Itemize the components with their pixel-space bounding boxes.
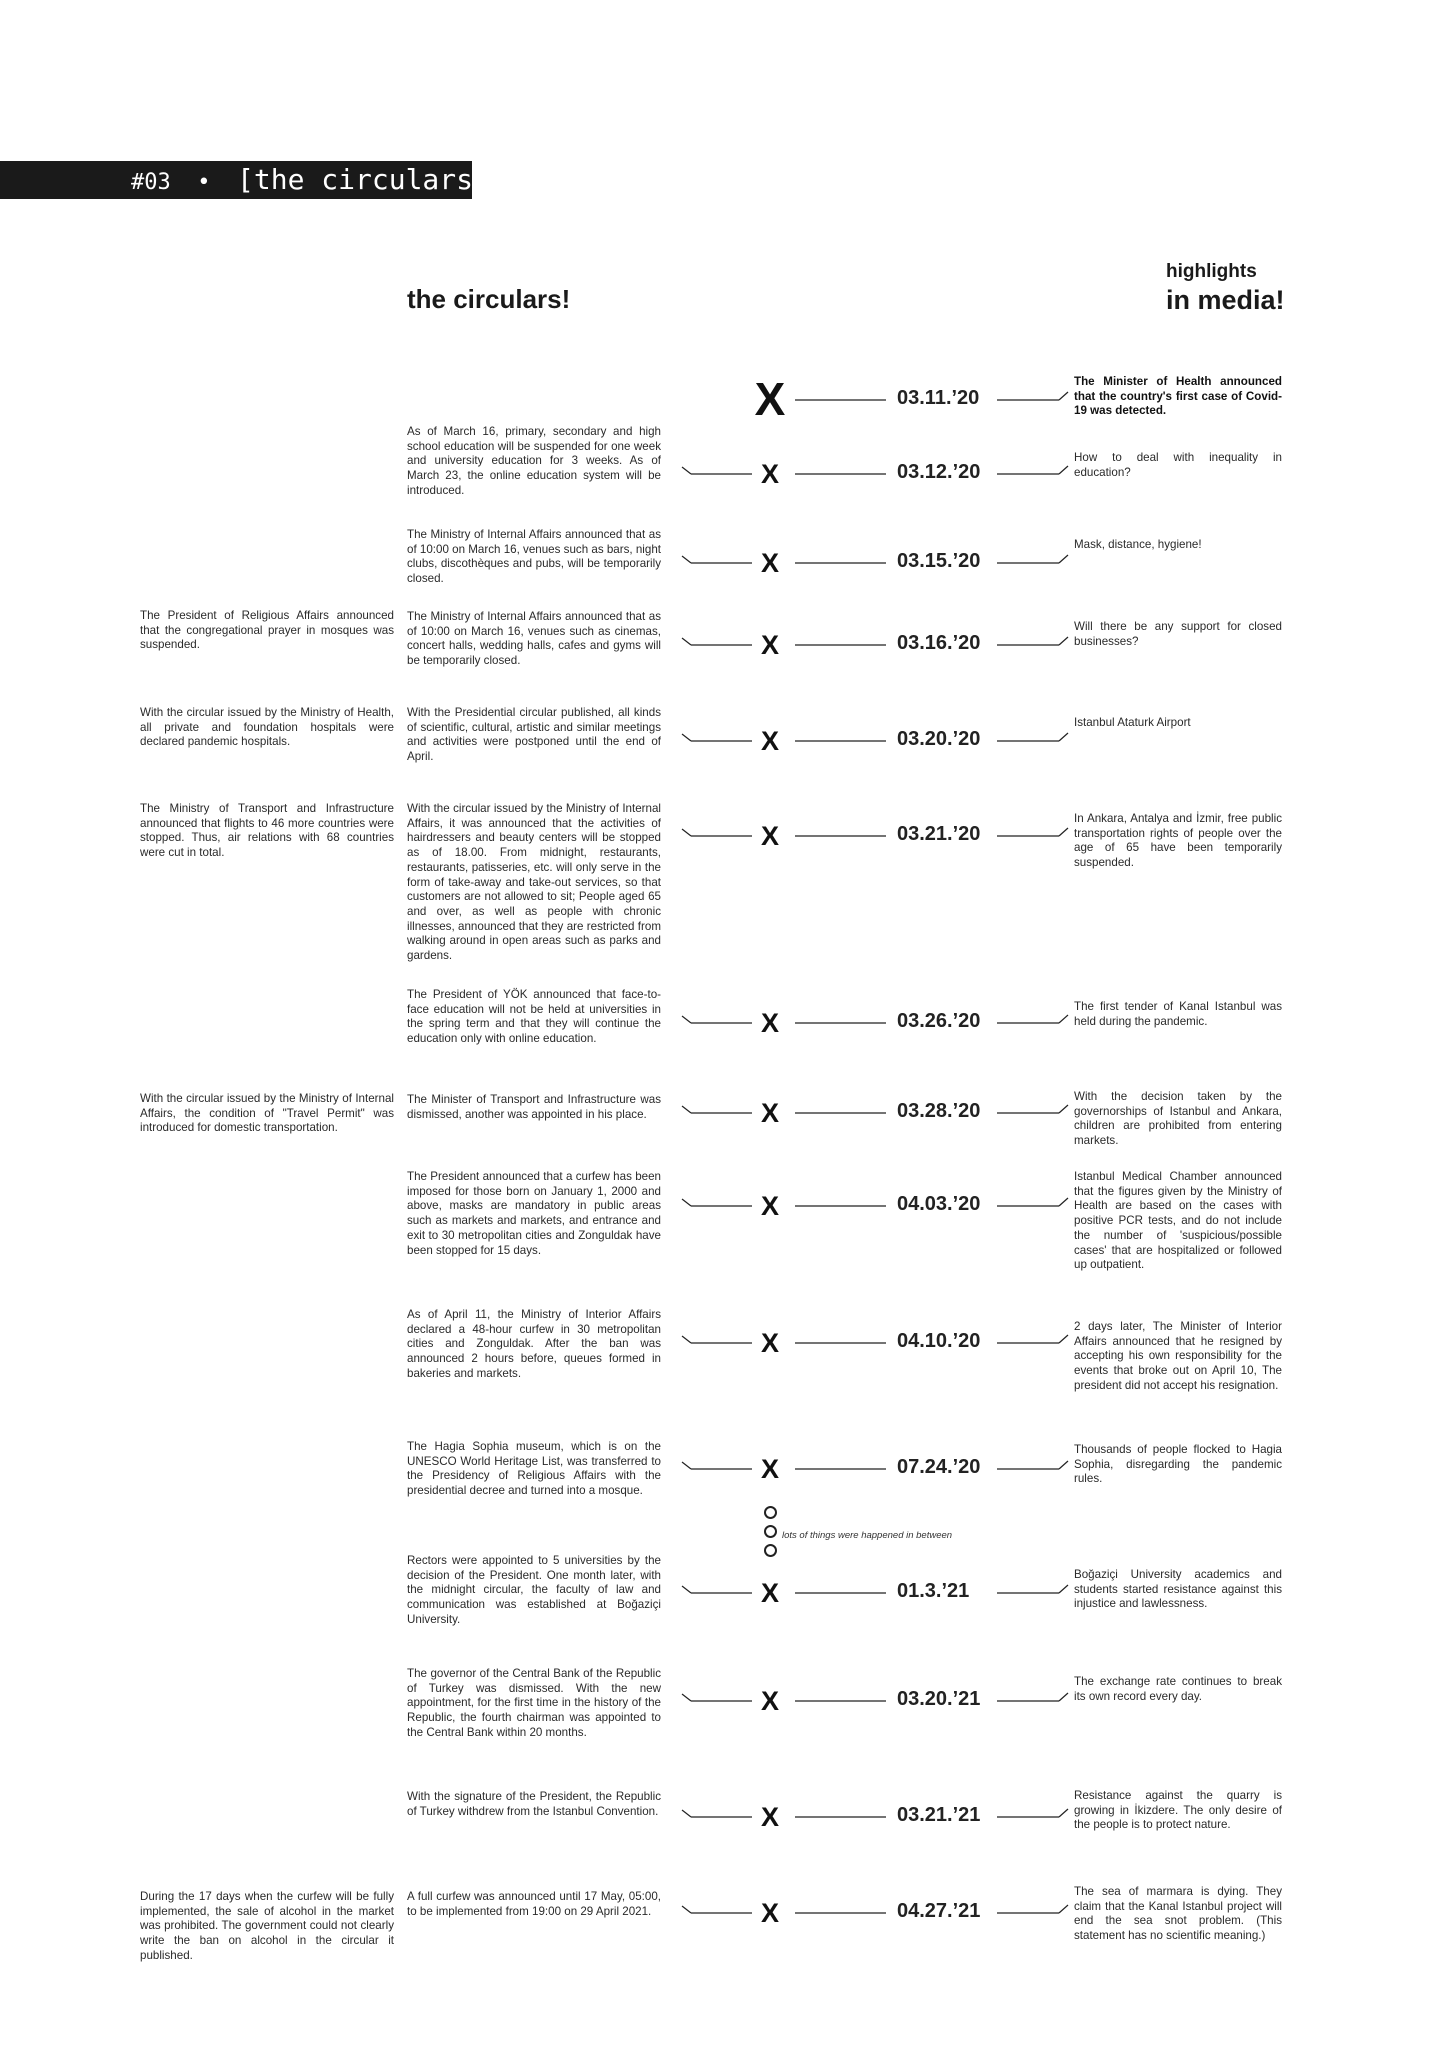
connector-line — [1059, 1585, 1068, 1593]
timeline-x-marker: X — [760, 1686, 779, 1716]
timeline-x-marker: X — [760, 548, 779, 578]
connector-line — [682, 467, 691, 474]
media-highlight-text: 2 days later, The Minister of Interior Affairs announced that he resigned by accepting his own responsibility for the events that broke out on April 10, The president did not accept his resignation. — [1074, 1320, 1282, 1392]
circular-text: With the Presidential circular published, all kinds of scientific, cultural, artistic and similar meetings and activities were postponed until the end of April. — [407, 706, 661, 764]
between-note: lots of things were happened in between — [782, 1530, 953, 1541]
connector-line — [1059, 555, 1068, 563]
media-highlight-text: How to deal with inequality in education? — [1074, 451, 1282, 479]
circular-text: The Ministry of Internal Affairs announced that as of 10:00 on March 16, venues such as bars, night clubs, discothèques and pubs, will be temporarily closed. — [407, 528, 661, 586]
circulars-title: the circulars! — [407, 284, 571, 314]
circular-text: The Hagia Sophia museum, which is on the UNESCO World Heritage List, was transferred to the Presidency of Religious Affairs with the presidential decree and turned into a mosque. — [407, 1440, 661, 1498]
timeline-date: 03.20.’21 — [897, 1688, 981, 1710]
media-highlight-text: The exchange rate continues to break its own record every day. — [1074, 1675, 1282, 1703]
timeline-date: 03.15.’20 — [897, 550, 981, 572]
timeline-x-marker: X — [760, 1328, 779, 1358]
timeline-date: 03.11.’20 — [897, 387, 980, 409]
media-highlight-text: Resistance against the quarry is growing in İkizdere. The only desire of the people is to protect nature. — [1074, 1789, 1282, 1832]
timeline-date: 04.03.’20 — [897, 1193, 981, 1215]
connector-line — [682, 1694, 691, 1701]
timeline-x-marker: X — [760, 1191, 779, 1221]
media-highlight-text: Istanbul Ataturk Airport — [1074, 716, 1191, 729]
connector-line — [1059, 1809, 1068, 1817]
circular-text: With the circular issued by the Ministry of Internal Affairs, it was announced that the activities of hairdressers and beauty centers will be stopped as of 18.00. From midnight, restaurants, restaurants, patisseries, etc. will only serve in the form of take-away and take-out services, so that customers are not allowed to sit; People aged 65 and over, as well as people with chronic illnesses, announced that they are restricted from walking around in open areas such as parks and gardens. — [407, 802, 661, 963]
circular-text: The Minister of Transport and Infrastructure was dismissed, another was appointed in his place. — [407, 1093, 661, 1121]
section-bullet: • — [197, 170, 211, 195]
circular-text: As of March 16, primary, secondary and high school education will be suspended for one week and university education for 3 weeks. As of March 23, the online education system will be introduced. — [407, 425, 661, 497]
connector-line — [1059, 392, 1068, 400]
connector-line — [682, 556, 691, 563]
circular-text: The Ministry of Internal Affairs announced that as of 10:00 on March 16, venues such as cinemas, concert halls, wedding halls, cafes and gyms will be temporarily closed. — [407, 610, 661, 668]
connector-line — [682, 829, 691, 836]
highlights-title: highlights — [1166, 261, 1257, 282]
connector-line — [1059, 1198, 1068, 1206]
timeline-x-marker: X — [760, 1578, 779, 1608]
media-highlight-text: The first tender of Kanal Istanbul was held during the pandemic. — [1074, 1000, 1282, 1028]
connector-line — [682, 734, 691, 741]
connector-line — [1059, 637, 1068, 645]
gap-circle — [764, 1544, 777, 1557]
timeline-date: 01.3.’21 — [897, 1580, 970, 1602]
timeline-date: 04.10.’20 — [897, 1330, 981, 1352]
timeline-x-marker: X — [760, 1802, 779, 1832]
timeline-x-marker: X — [760, 1454, 779, 1484]
timeline-x-marker: X — [760, 821, 779, 851]
connector-line — [682, 1106, 691, 1113]
timeline-date: 03.12.’20 — [897, 461, 981, 483]
connector-line — [1059, 1015, 1068, 1023]
timeline-date: 03.21.’20 — [897, 823, 981, 845]
side-note-text: During the 17 days when the curfew will be fully implemented, the sale of alcohol in the market was prohibited. The government could not clearly write the ban on alcohol in the circular it published. — [140, 1890, 394, 1962]
side-note-text: With the circular issued by the Ministry of Internal Affairs, the condition of "Travel Permit" was introduced for domestic transportation. — [140, 1092, 394, 1135]
timeline-x-marker: X — [754, 373, 786, 425]
connector-line — [682, 1199, 691, 1206]
timeline-date: 03.28.’20 — [897, 1100, 981, 1122]
connector-line — [682, 1906, 691, 1913]
media-highlight-text: With the decision taken by the governorships of Istanbul and Ankara, children are prohibited from entering markets. — [1074, 1090, 1282, 1148]
timeline-x-marker: X — [760, 459, 779, 489]
media-highlight-text: The sea of marmara is dying. They claim that the Kanal Istanbul project will end the sea snot problem. (This statement has no scientific meaning.) — [1074, 1885, 1282, 1943]
side-note-text: With the circular issued by the Ministry of Health, all private and foundation hospitals were declared pandemic hospitals. — [140, 706, 394, 749]
connector-line — [682, 1462, 691, 1469]
media-highlight-text: In Ankara, Antalya and İzmir, free public transportation rights of people over the age of 65 have been temporarily suspended. — [1074, 812, 1282, 870]
circular-text: Rectors were appointed to 5 universities by the decision of the President. One month later, with the midnight circular, the faculty of law and communication was established at Boğaziçi University. — [407, 1554, 661, 1626]
media-highlight-text: Mask, distance, hygiene! — [1074, 538, 1202, 551]
timeline-x-marker: X — [760, 630, 779, 660]
connector-line — [682, 1016, 691, 1023]
circular-text: The President announced that a curfew has been imposed for those born on January 1, 2000 and above, masks are mandatory in public areas such as markets and markets, and entrance and exit to 30 metropolitan cities and Zonguldak have been stopped for 15 days. — [407, 1170, 661, 1257]
connector-line — [1059, 1461, 1068, 1469]
timeline-date: 03.16.’20 — [897, 632, 981, 654]
connector-line — [1059, 1105, 1068, 1113]
connector-line — [1059, 733, 1068, 741]
timeline-date: 07.24.’20 — [897, 1456, 981, 1478]
media-highlight-text: Will there be any support for closed businesses? — [1074, 620, 1282, 648]
timeline-x-marker: X — [760, 1098, 779, 1128]
circular-text: A full curfew was announced until 17 May, 05:00, to be implemented from 19:00 on 29 April 2021. — [407, 1890, 661, 1918]
timeline-date: 03.21.’21 — [897, 1804, 981, 1826]
media-highlight-text: The Minister of Health announced that the country's first case of Covid-19 was detected. — [1074, 375, 1282, 418]
media-highlight-text: Thousands of people flocked to Hagia Sophia, disregarding the pandemic rules. — [1074, 1443, 1282, 1486]
in-media-title: in media! — [1166, 285, 1285, 315]
gap-circle — [764, 1506, 777, 1519]
section-label: [the circulars] — [237, 163, 490, 196]
media-highlight-text: Istanbul Medical Chamber announced that the figures given by the Ministry of Health are based on the cases with positive PCR tests, and do not include the number of 'suspicious/possible cases' that are hospitalized or followed up outpatient. — [1074, 1170, 1282, 1272]
connector-line — [1059, 466, 1068, 474]
section-number: #03 — [131, 170, 171, 195]
timeline-date: 04.27.’21 — [897, 1900, 981, 1922]
connector-line — [682, 1810, 691, 1817]
circular-text: The President of YÖK announced that face-to-face education will not be held at universities in the spring term and that they will continue the education only with online education. — [407, 988, 661, 1046]
side-note-text: The Ministry of Transport and Infrastructure announced that flights to 46 more countries were stopped. Thus, air relations with 68 countries were cut in total. — [140, 802, 394, 860]
connector-line — [1059, 1905, 1068, 1913]
side-note-text: The President of Religious Affairs announced that the congregational prayer in mosques was suspended. — [140, 609, 394, 652]
timeline-x-marker: X — [760, 726, 779, 756]
connector-line — [682, 1586, 691, 1593]
circular-text: As of April 11, the Ministry of Interior Affairs declared a 48-hour curfew in 30 metropolitan cities and Zonguldak. After the ban was announced 2 hours before, queues formed in bakeries and markets. — [407, 1308, 661, 1380]
connector-line — [1059, 828, 1068, 836]
connector-line — [1059, 1693, 1068, 1701]
circular-text: With the signature of the President, the Republic of Turkey withdrew from the Istanbul Convention. — [407, 1790, 661, 1818]
timeline-x-marker: X — [760, 1898, 779, 1928]
connector-line — [682, 638, 691, 645]
connector-line — [682, 1336, 691, 1343]
media-highlight-text: Boğaziçi University academics and students started resistance against this injustice and lawlessness. — [1074, 1568, 1282, 1611]
timeline-x-marker: X — [760, 1008, 779, 1038]
gap-circle — [764, 1525, 777, 1538]
circular-text: The governor of the Central Bank of the Republic of Turkey was dismissed. With the new appointment, for the first time in the history of the Republic, the fourth chairman was appointed to the Central Bank within 20 months. — [407, 1667, 661, 1739]
connector-line — [1059, 1335, 1068, 1343]
timeline-date: 03.26.’20 — [897, 1010, 981, 1032]
timeline-date: 03.20.’20 — [897, 728, 981, 750]
